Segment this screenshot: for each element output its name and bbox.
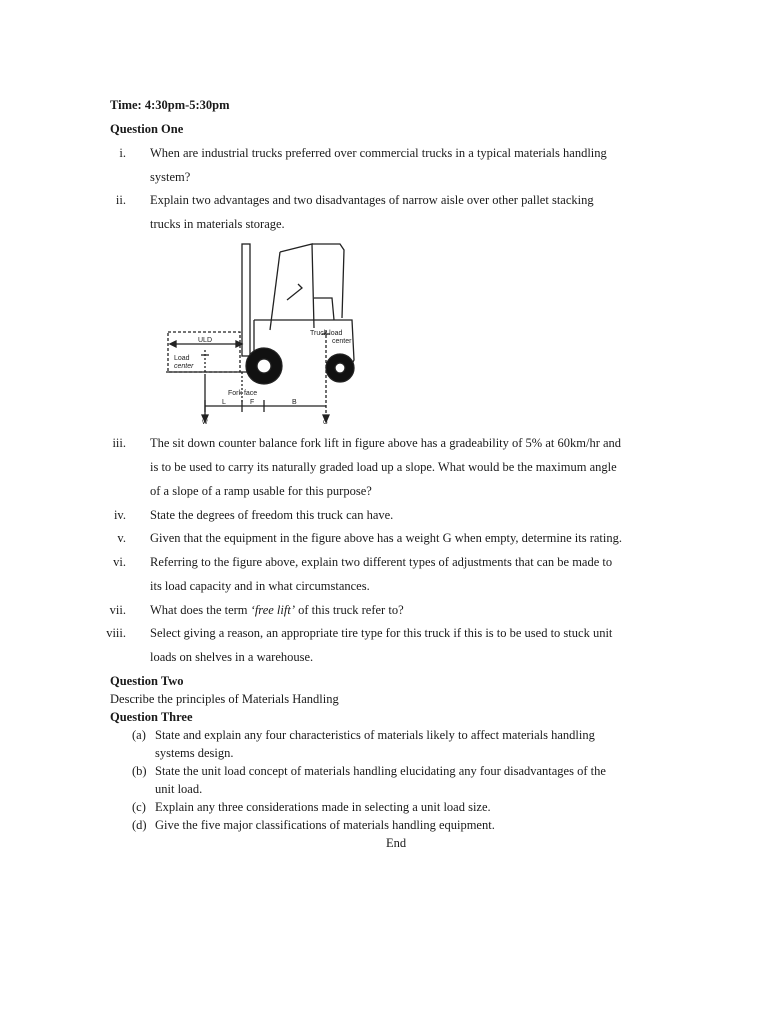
item-text-line: Give the five major classifications of materials handling equipment. (155, 818, 495, 832)
item-text-line: Referring to the figure above, explain two different types of adjustments that can be made to (150, 555, 613, 569)
item-text-line: loads on shelves in a warehouse. (150, 650, 314, 664)
steering-wheel (287, 284, 302, 300)
item-number: (c) (132, 800, 146, 814)
label-load-center-2: center (174, 363, 194, 370)
item-text-line: The sit down counter balance fork lift in figure above has a gradeability of 5% at 60km/hr and (150, 436, 622, 450)
end-marker: End (386, 836, 407, 850)
label-w: W (202, 420, 208, 425)
item-text-line: is to be used to carry its naturally graded load up a slope. What would be the maximum angle (150, 460, 617, 474)
question-three-title: Question Three (110, 710, 193, 724)
question-two-title: Question Two (110, 674, 184, 688)
overhead-guard (280, 244, 314, 328)
item-text-line: Given that the equipment in the figure above has a weight G when empty, determine its rating. (150, 531, 622, 545)
item-text-line: State and explain any four characteristics of materials likely to affect materials handling (155, 728, 595, 742)
item-text-pre: What does the term (150, 603, 251, 617)
item-number: (a) (132, 728, 146, 742)
label-b: B (292, 399, 297, 406)
label-truck-load-1: Truck load (310, 330, 343, 337)
item-text-line: Explain two advantages and two disadvantages of narrow aisle over other pallet stacking (150, 193, 594, 207)
exam-time: Time: 4:30pm-5:30pm (110, 98, 230, 112)
item-text-line (150, 603, 404, 618)
item-text-line: of a slope of a ramp usable for this purpose? (150, 484, 372, 498)
label-uld: ULD (198, 337, 213, 344)
seat (314, 298, 334, 320)
item-text-line: trucks in materials storage. (150, 217, 285, 231)
question-one-title: Question One (110, 122, 184, 136)
item-text-line: Explain any three considerations made in selecting a unit load size. (155, 800, 491, 814)
label-g: G (323, 420, 328, 425)
cab-front-pillar (270, 252, 280, 330)
item-number: ii. (115, 193, 126, 207)
item-text-line: State the degrees of freedom this truck can have. (150, 508, 394, 522)
item-number: v. (117, 531, 126, 545)
item-number: (d) (132, 818, 147, 832)
item-number: i. (119, 146, 126, 160)
label-l: L (222, 399, 226, 406)
item-text-post: of this truck refer to? (294, 603, 404, 617)
item-text-line: system? (150, 170, 191, 184)
label-load-center-1: Load (174, 355, 190, 362)
item-number: vi. (113, 555, 126, 569)
free-lift-term: ‘free lift’ (250, 603, 295, 617)
item-number: iv. (113, 508, 126, 522)
item-text-line: its load capacity and in what circumstances. (150, 579, 370, 593)
forklift-diagram (162, 240, 362, 425)
cab-rear (312, 244, 344, 318)
label-fork-face: Fork face (228, 390, 258, 397)
label-f: F (250, 399, 255, 406)
question-two-text: Describe the principles of Materials Handling (110, 692, 339, 706)
item-text-line: unit load. (155, 782, 203, 796)
item-text-line: systems design. (155, 746, 234, 760)
item-number: iii. (112, 436, 126, 450)
item-number: (b) (132, 764, 147, 778)
item-text-line: State the unit load concept of materials handling elucidating any four disadvantages of the (155, 764, 606, 778)
mast (242, 244, 250, 356)
item-text-line: Select giving a reason, an appropriate tire type for this truck if this is to be used to stuck unit (150, 626, 613, 640)
label-truck-load-2: center (332, 338, 352, 345)
item-number: viii. (106, 626, 126, 640)
item-number: vii. (109, 603, 126, 617)
item-text-line: When are industrial trucks preferred over commercial trucks in a typical materials handling (150, 146, 607, 160)
